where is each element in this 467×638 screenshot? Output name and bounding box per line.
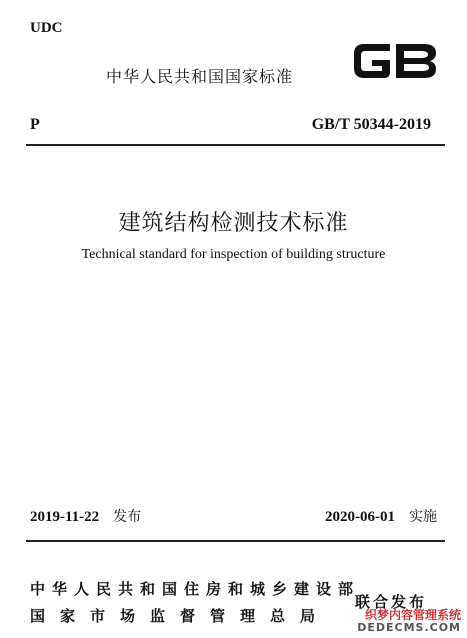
title-english: Technical standard for inspection of building structure bbox=[81, 247, 386, 262]
standard-number: GB/T 50344-2019 bbox=[311, 116, 431, 133]
watermark-cn: 织梦内容管理系统 bbox=[364, 607, 461, 622]
implement-date-block bbox=[325, 506, 437, 526]
watermark-en: DEDECMS.COM bbox=[357, 620, 461, 634]
implement-date: 2020-06-01 bbox=[325, 509, 395, 525]
title-chinese: 建筑结构检测技术标准 bbox=[118, 211, 349, 236]
issue-label: 发布 bbox=[113, 509, 142, 525]
standard-category: 中华人民共和国国家标准 bbox=[106, 67, 294, 86]
implement-label: 实施 bbox=[409, 509, 437, 525]
publisher-ministry: 中华人民共和国住房和城乡建设部 bbox=[30, 580, 361, 598]
udc-label: UDC bbox=[30, 20, 63, 36]
classification-code: P bbox=[30, 116, 40, 133]
top-divider bbox=[26, 144, 445, 146]
issue-date-block bbox=[30, 506, 141, 526]
issue-date: 2019-11-22 bbox=[30, 509, 100, 525]
bottom-divider bbox=[26, 540, 445, 542]
joint-publish-label: 联合发布 bbox=[355, 593, 428, 611]
publisher-administration: 国家市场监督管理总局 bbox=[30, 607, 331, 625]
gb-logo-icon bbox=[350, 38, 440, 84]
watermark bbox=[357, 609, 461, 634]
